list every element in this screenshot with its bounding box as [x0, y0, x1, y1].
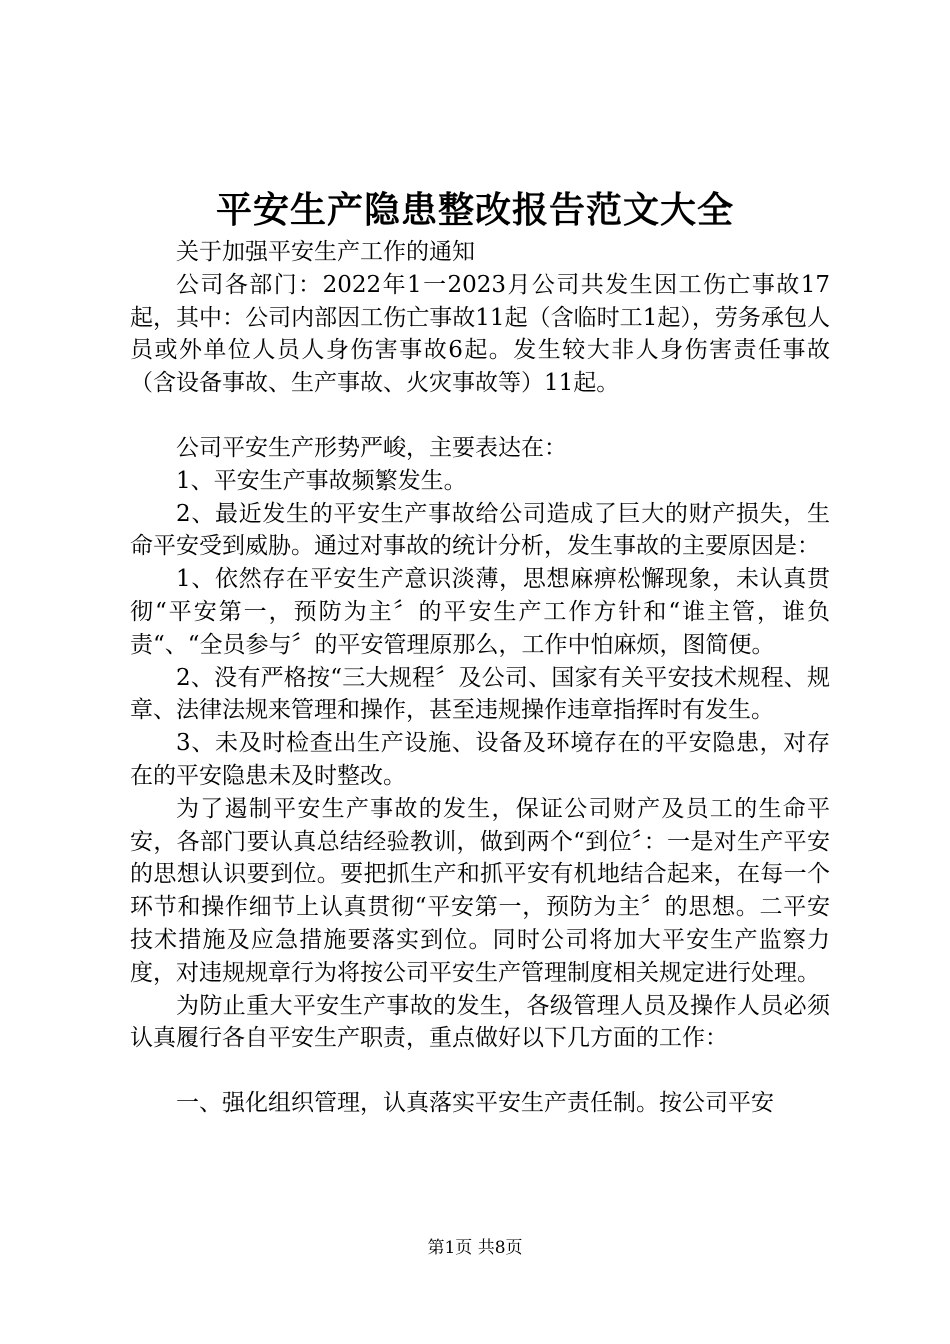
page-number-footer: 第1页 共8页	[427, 1238, 523, 1258]
paragraph-section-1: 一、强化组织管理，认真落实平安生产责任制。按公司平安	[176, 1090, 774, 1117]
document-title: 平安生产隐患整改报告范文大全	[215, 189, 734, 231]
paragraph-requirements: 为了遏制平安生产事故的发生，保证公司财产及员工的生命平安，各部门要认真总结经验教训，做到两个“到位〞：一是对生产平安的思想认识要到位。要把抓生产和抓平安有机地结合起来，在每一个环节和操作细节上认真贯彻“平安第一，预防为主〞的思想。二平安技术措施及应急措施要落实到位。同时公司将加大平安生产监察力度，对违规规章行为将按公司平安生产管理制度相关规定进行处理。	[130, 795, 830, 986]
paragraph-cause-3: 3、未及时检查出生产设施、设备及环境存在的平安隐患，对存在的平安隐患未及时整改。	[130, 730, 830, 789]
paragraph-duties: 为防止重大平安生产事故的发生，各级管理人员及操作人员必须认真履行各自平安生产职责，重点做好以下几方面的工作：	[130, 992, 830, 1052]
paragraph-cause-1: 1、依然存在平安生产意识淡薄，思想麻痹松懈现象，未认真贯彻“平安第一，预防为主〞的平安生产工作方针和“谁主管，谁负责“、“全员参与〞的平安管理原那么，工作中怕麻烦，图简便。	[130, 566, 830, 658]
paragraph-cause-2: 2、没有严格按“三大规程〞及公司、国家有关平安技术规程、规章、法律法规来管理和操作，甚至违规操作违章指挥时有发生。	[130, 664, 830, 724]
paragraph-spacer	[130, 1055, 830, 1087]
paragraph-point-2: 2、最近发生的平安生产事故给公司造成了巨大的财产损失，生命平安受到威胁。通过对事故的统计分析，发生事故的主要原因是：	[130, 500, 830, 560]
paragraph-point-1: 1、平安生产事故频繁发生。	[176, 467, 467, 494]
paragraph-notice-heading: 关于加强平安生产工作的通知	[176, 239, 475, 265]
paragraph-accident-summary: 公司各部门：2022年1一2023月公司共发生因工伤亡事故17起，其中：公司内部因工伤亡事故11起（含临时工1起），劳务承包人员或外单位人员人身伤害事故6起。发生较大非人身伤害责任事故（含设备事故、生产事故、火灾事故等）11起。	[130, 271, 830, 397]
paragraph-situation-intro: 公司平安生产形势严峻，主要表达在：	[176, 434, 567, 461]
document-body	[130, 236, 830, 1120]
paragraph-spacer	[130, 400, 830, 432]
